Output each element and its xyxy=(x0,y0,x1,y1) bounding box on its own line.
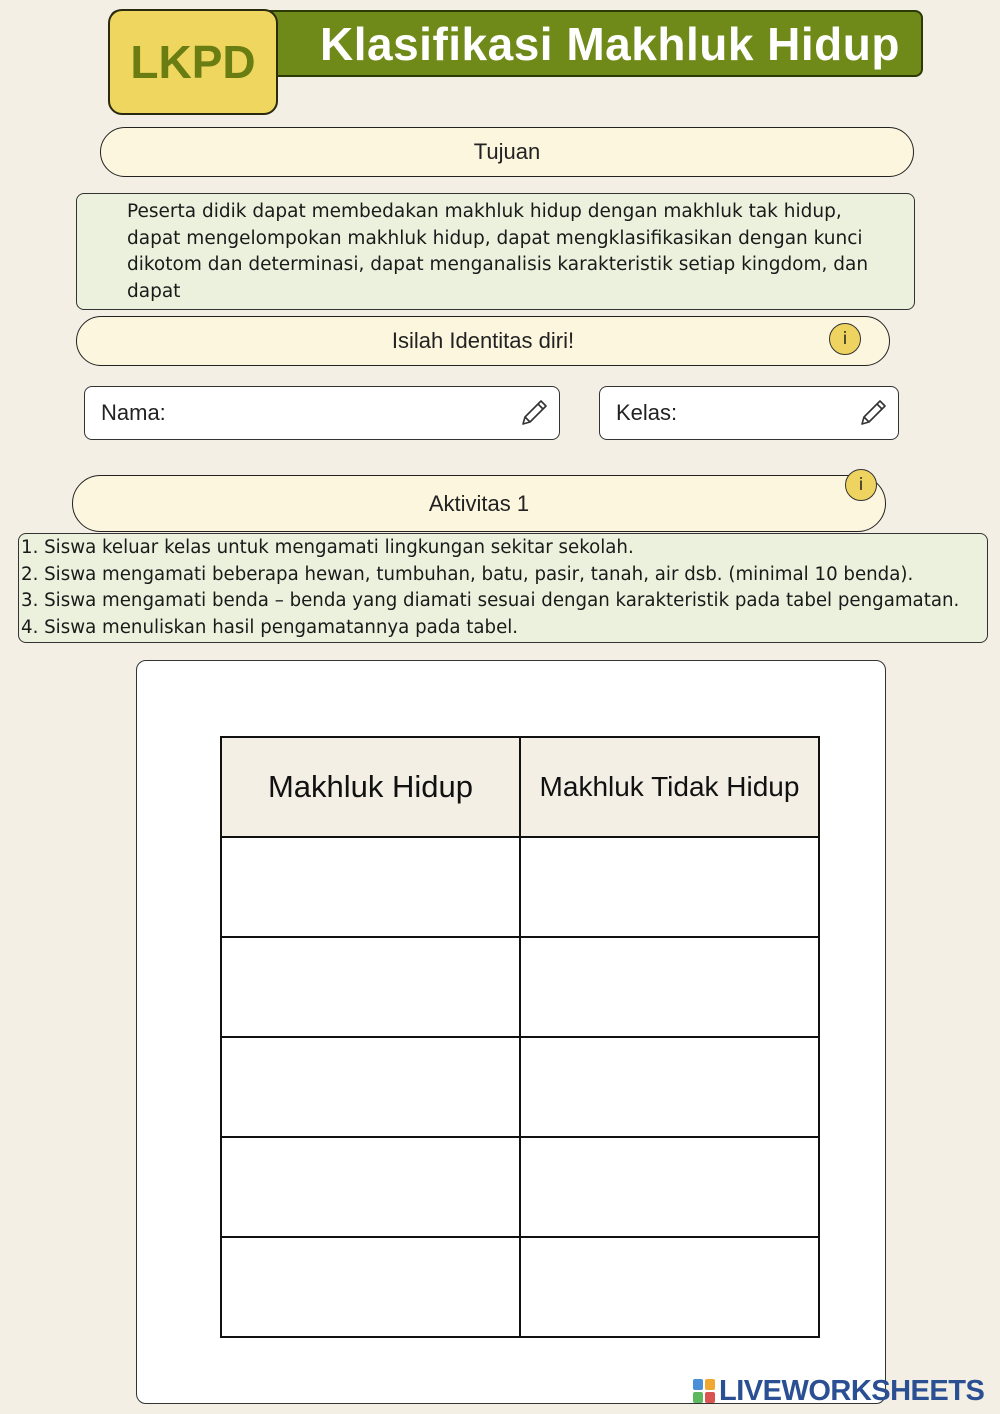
identity-heading xyxy=(76,316,890,366)
table-cell-nonliving[interactable] xyxy=(520,1237,819,1337)
class-label: Kelas: xyxy=(616,400,678,425)
table-row xyxy=(221,937,819,1037)
table-row xyxy=(221,1037,819,1137)
liveworksheets-logo-icon xyxy=(692,1378,716,1404)
table-row xyxy=(221,837,819,937)
liveworksheets-logo[interactable] xyxy=(692,1374,984,1408)
table-cell-living[interactable] xyxy=(221,837,520,937)
activity-step: 2. Siswa mengamati beberapa hewan, tumbuhan, batu, pasir, tanah, air dsb. (minimal 10 benda). xyxy=(21,563,914,585)
table-cell-nonliving[interactable] xyxy=(520,1137,819,1237)
activity-step: 1. Siswa keluar kelas untuk mengamati lingkungan sekitar sekolah. xyxy=(21,537,634,558)
page-title: Klasifikasi Makhluk Hidup xyxy=(320,18,900,70)
pencil-icon[interactable] xyxy=(517,396,551,430)
identity-info-icon[interactable]: i xyxy=(829,323,861,355)
activity-heading-label: Aktivitas 1 xyxy=(428,490,530,516)
activity-step: 4. Siswa menuliskan hasil pengamatannya pada tabel. xyxy=(21,616,519,638)
class-field[interactable] xyxy=(599,386,899,440)
table-cell-nonliving[interactable] xyxy=(520,1037,819,1137)
table-cell-living[interactable] xyxy=(221,1037,520,1137)
table-cell-living[interactable] xyxy=(221,1137,520,1237)
activity-step: 3. Siswa mengamati benda – benda yang diamati sesuai dengan karakteristik pada tabel pengamatan. xyxy=(21,590,960,611)
lkpd-badge: LKPD xyxy=(108,9,278,115)
header-living: Makhluk Hidup xyxy=(221,737,520,837)
table-cell-living[interactable] xyxy=(221,1237,520,1337)
observation-table xyxy=(220,736,820,1338)
objective-text: Peserta didik dapat membedakan makhluk hidup dengan makhluk tak hidup, dapat mengelompokan makhluk hidup, dapat mengklasifikasikan dengan kunci dikotom dan determinasi, dapat menganalisis karakteristik setiap kingdom, dan dapat xyxy=(127,201,869,302)
objective-heading-label: Tujuan xyxy=(473,139,541,164)
pencil-icon[interactable] xyxy=(856,396,890,430)
name-field[interactable] xyxy=(84,386,560,440)
table-row xyxy=(221,1237,819,1337)
header-nonliving: Makhluk Tidak Hidup xyxy=(520,737,819,837)
table-cell-living[interactable] xyxy=(221,937,520,1037)
table-header-row xyxy=(221,737,819,837)
objective-heading xyxy=(100,127,914,177)
activity-info-icon[interactable]: i xyxy=(845,469,877,501)
identity-heading-label: Isilah Identitas diri! xyxy=(391,328,575,353)
table-cell-nonliving[interactable] xyxy=(520,937,819,1037)
logo-text: LIVEWORKSHEETS xyxy=(719,1374,985,1407)
activity-steps xyxy=(21,535,986,641)
activity-heading xyxy=(72,475,886,532)
table-cell-nonliving[interactable] xyxy=(520,837,819,937)
name-label: Nama: xyxy=(101,400,166,425)
table-row xyxy=(221,1137,819,1237)
